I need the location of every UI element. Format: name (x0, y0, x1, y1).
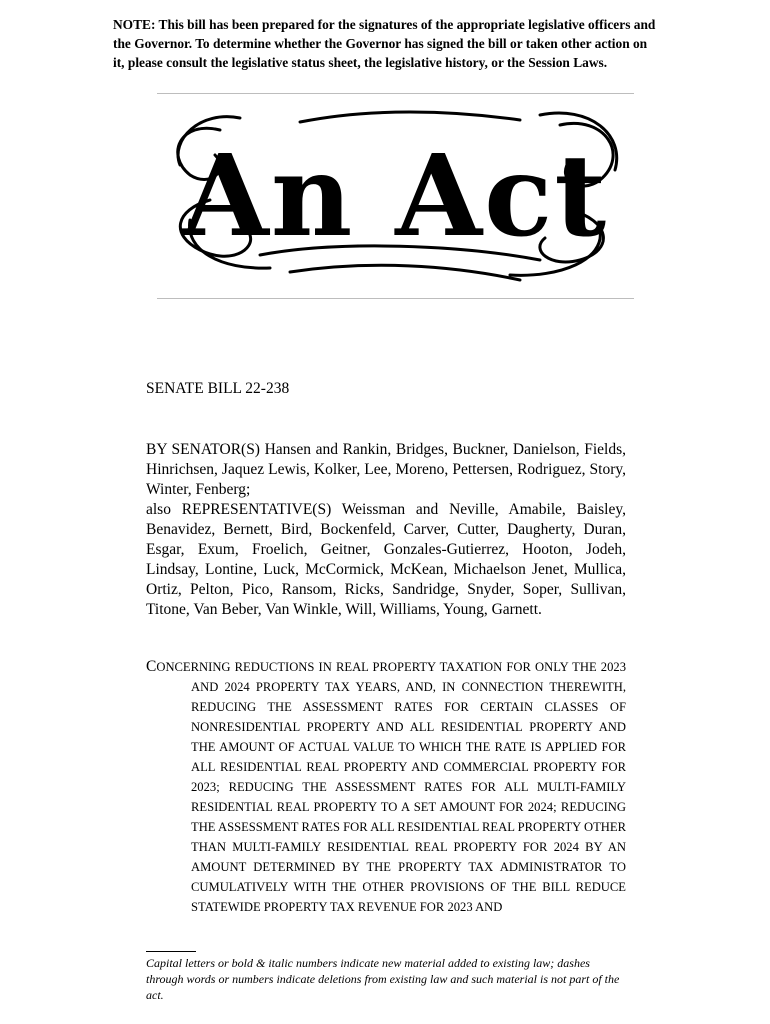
footnote: Capital letters or bold & italic numbers indicate new material added to existing law; dashes through words or numbers indicate deletions from existing law and such material is not part of the act. (146, 956, 620, 1002)
representative-sponsors: also REPRESENTATIVE(S) Weissman and Neville, Amabile, Baisley, Benavidez, Bernett, Bird, Bockenfeld, Carver, Cutter, Daugherty, Duran, Esgar, Exum, Froelich, Geitner, Gonzales-Gutierrez, Hooton, Jodeh, Lindsay, Lontine, Luck, McCormick, McKean, Michaelson Jenet, Mullica, Ortiz, Pelton, Pico, Ransom, Ricks, Sandridge, Snyder, Soper, Sullivan, Titone, Van Beber, Van Winkle, Will, Williams, Young, Garnett. (146, 501, 626, 618)
an-act-heading: An Act (181, 131, 609, 262)
title-text: ONCERNING REDUCTIONS IN REAL PROPERTY TAXATION FOR ONLY THE 2023 AND 2024 PROPERTY TAX YEARS, AND, IN CONNECTION THEREWITH, REDUCING THE ASSESSMENT RATES FOR CERTAIN CLASSES OF NONRESIDENTIAL PROPERTY AND ALL RESIDENTIAL PROPERTY AND THE AMOUNT OF ACTUAL VALUE TO WHICH THE RATE IS APPLIED FOR ALL RESIDENTIAL REAL PROPERTY AND COMMERCIAL PROPERTY FOR 2023; REDUCING THE ASSESSMENT RATES FOR ALL MULTI-FAMILY RESIDENTIAL REAL PROPERTY TO A SET AMOUNT FOR 2024; REDUCING THE ASSESSMENT RATES FOR ALL RESIDENTIAL REAL PROPERTY OTHER THAN MULTI-FAMILY RESIDENTIAL REAL PROPERTY FOR 2024 BY AN AMOUNT DETERMINED BY THE PROPERTY TAX ADMINISTRATOR TO CUMULATIVELY WITH THE OTHER PROVISIONS OF THE BILL REDUCE STATEWIDE PROPERTY TAX REVENUE FOR 2023 AND (156, 660, 626, 914)
an-act-flourish (160, 100, 630, 290)
senator-sponsors: BY SENATOR(S) Hansen and Rankin, Bridges, Buckner, Danielson, Fields, Hinrichsen, Jaquez Lewis, Kolker, Lee, Moreno, Pettersen, Rodriguez, Story, Winter, Fenberg; (146, 441, 626, 498)
bill-title (146, 657, 626, 917)
status-note: NOTE: This bill has been prepared for the signatures of the appropriate legislative officers and the Governor. To determine whether the Governor has signed the bill or taken other action on it, please consult the legislative status sheet, the legislative history, or the Session Laws. (113, 17, 656, 70)
top-divider (157, 93, 634, 94)
footnote-divider (146, 951, 196, 952)
an-act-banner (160, 100, 630, 290)
bill-number: SENATE BILL 22-238 (146, 380, 290, 397)
sponsor-block (146, 440, 626, 620)
banner-bottom-divider (157, 298, 634, 299)
title-initial: C (146, 658, 157, 675)
